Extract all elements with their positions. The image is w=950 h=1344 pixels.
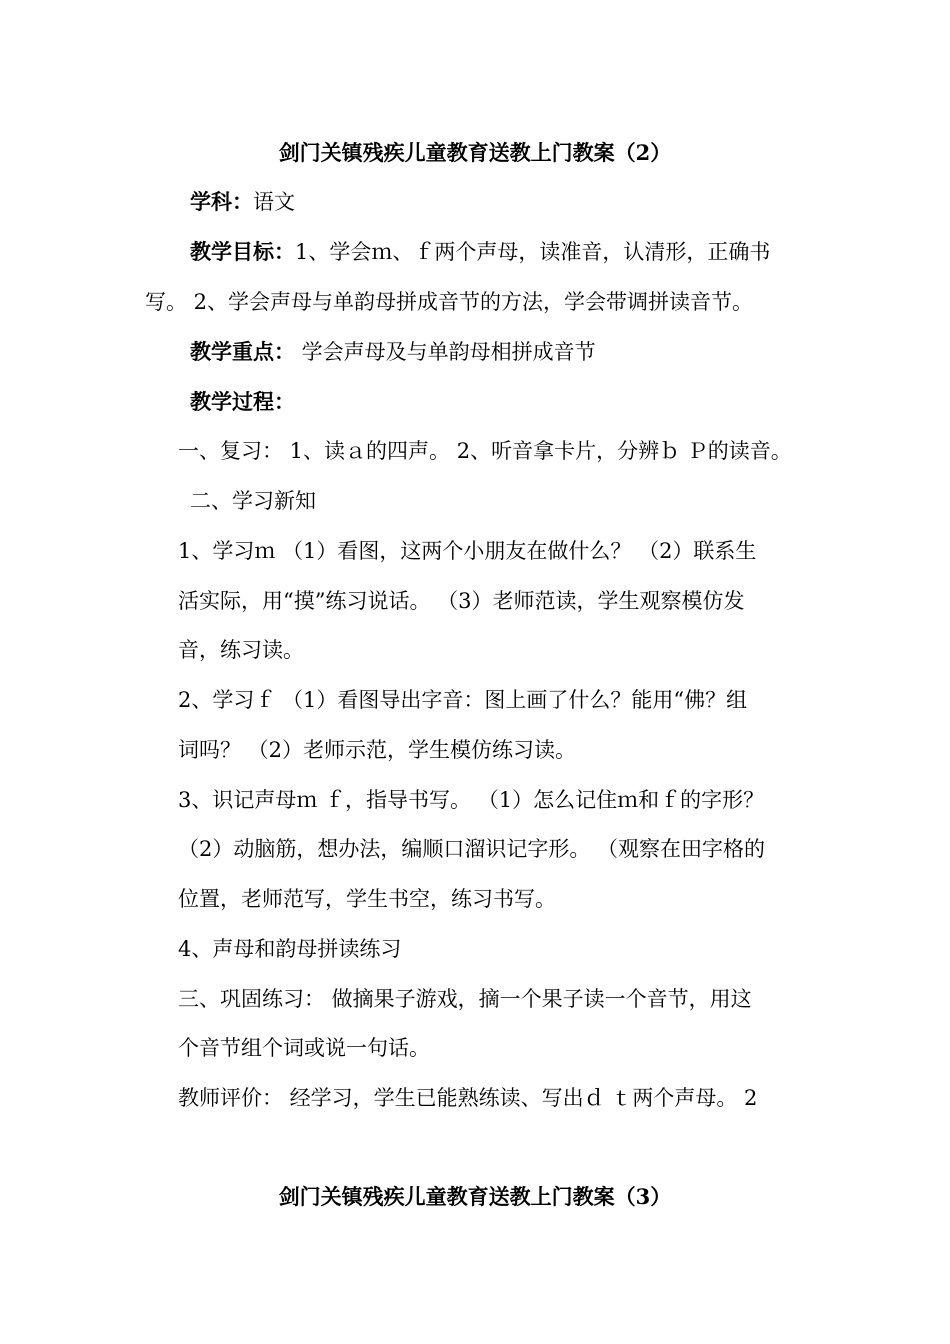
goal-text-1: 1、学会ｍ、ｆ两个声母，读准音，认清形，正确书: [295, 240, 771, 264]
focus-label: 教学重点：: [190, 339, 295, 364]
process-f-line-2: 词吗？ （2）老师示范，学生模仿练习读。: [178, 738, 577, 762]
subject-value: 语文: [253, 190, 295, 214]
goal-label: 教学目标：: [190, 239, 295, 264]
focus-line: [190, 338, 596, 366]
process-consolidate-line-2: 个音节组个词或说一句话。: [178, 1036, 430, 1060]
focus-value: 学会声母及与单韵母相拼成音节: [295, 340, 596, 364]
subject-line: [190, 188, 295, 216]
process-m-line-3: 音，练习读。: [178, 638, 304, 662]
process-review: 一、复习： 1、读ａ的四声。 2、听音拿卡片，分辨ｂ Ｐ的读音。: [178, 439, 792, 463]
goal-line-2: 写。 2、学会声母与单韵母拼成音节的方法，学会带调拼读音节。: [145, 290, 754, 314]
process-write-line-3: 位置，老师范写，学生书空，练习书写。: [178, 887, 556, 911]
lesson-plan-title-2: 剑门关镇残疾儿童教育送教上门教案（2）: [278, 140, 672, 165]
process-label: 教学过程：: [190, 389, 295, 414]
goal-line-1: [190, 238, 770, 266]
process-write-line-1: 3、识记声母ｍ ｆ，指导书写。 （1）怎么记住ｍ和ｆ的字形？: [178, 788, 765, 812]
process-m-line-1: 1、学习ｍ （1）看图，这两个小朋友在做什么？ （2）联系生: [178, 539, 757, 563]
process-f-line-1: 2、学习ｆ （1）看图导出字音：图上画了什么？能用“佛？组: [178, 688, 748, 712]
process-pinyin-practice: 4、声母和韵母拼读练习: [178, 937, 402, 961]
teacher-evaluation: 教师评价： 经学习，学生已能熟练读、写出ｄ ｔ两个声母。 2: [178, 1086, 758, 1110]
process-write-line-2: （2）动脑筋，想办法，编顺口溜识记字形。 （观察在田字格的: [178, 837, 766, 861]
lesson-plan-title-3: 剑门关镇残疾儿童教育送教上门教案（3）: [278, 1184, 672, 1209]
process-m-line-2: 活实际，用“摸”练习说话。 （3）老师范读，学生观察模仿发: [178, 589, 745, 613]
subject-label: 学科：: [190, 189, 253, 214]
process-consolidate-line-1: 三、巩固练习： 做摘果子游戏，摘一个果子读一个音节，用这: [178, 987, 752, 1011]
process-new-knowledge: 二、学习新知: [190, 489, 316, 513]
